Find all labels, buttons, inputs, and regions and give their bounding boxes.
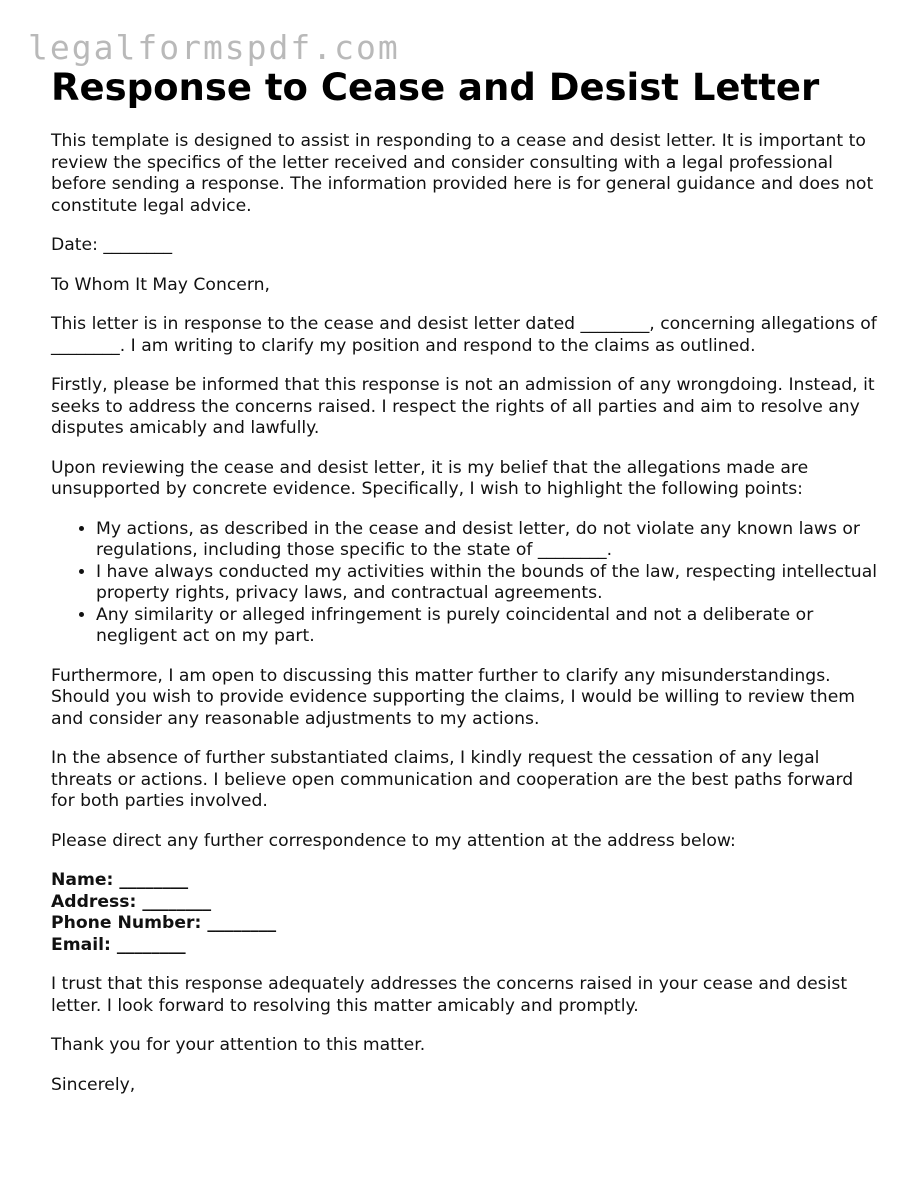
paragraph-trust: I trust that this response adequately addresses the concerns raised in your cease and desist letter. I look forward to resolving this matter amicably and promptly.: [51, 974, 848, 1016]
watermark-text: legalformspdf.com: [28, 28, 400, 67]
page-title: Response to Cease and Desist Letter: [51, 66, 820, 109]
document-page: [51, 65, 881, 1114]
list-item: • Any similarity or alleged infringement is purely coincidental and not a deliberate or negligent act on my part.: [96, 605, 881, 648]
paragraph-open-discussion: Furthermore, I am open to discussing this matter further to clarify any misunderstandings. Should you wish to provide evidence supporting the claims, I would be willing to review them and consider any reasonable adjustments to my actions.: [51, 665, 856, 729]
paragraph-request-cessation: In the absence of further substantiated claims, I kindly request the cessation of any legal threats or actions. I believe open communication and cooperation are the best paths forward for both parties involved.: [51, 748, 854, 811]
intro-paragraph: This template is designed to assist in responding to a cease and desist letter. It is important to review the specifics of the letter received and consider consulting with a legal professional before sending a response. The information provided here is for general guidance and does not constitute legal advice.: [51, 131, 874, 216]
salutation: To Whom It May Concern,: [51, 274, 270, 295]
points-list: [51, 519, 881, 648]
paragraph-direct-correspondence: Please direct any further correspondence to my attention at the address below:: [51, 830, 736, 851]
paragraph-thanks: Thank you for your attention to this matter.: [51, 1035, 426, 1055]
list-item: • My actions, as described in the cease and desist letter, do not violate any known laws or regulations, including those specific to the state of ________.: [96, 519, 881, 562]
contact-address: Address: ________: [51, 891, 212, 912]
contact-name: Name: ________: [51, 870, 189, 890]
list-item: • I have always conducted my activities within the bounds of the law, respecting intellectual property rights, privacy laws, and contractual agreements.: [96, 562, 881, 605]
paragraph-response: This letter is in response to the cease and desist letter dated ________, concerning allegations of ________. I am writing to clarify my position and respond to the claims as outlined.: [51, 314, 877, 356]
paragraph-review: Upon reviewing the cease and desist letter, it is my belief that the allegations made are unsupported by concrete evidence. Specifically, I wish to highlight the following points:: [51, 457, 809, 499]
paragraph-no-admission: Firstly, please be informed that this response is not an admission of any wrongdoing. Instead, it seeks to address the concerns raised. I respect the rights of all parties and aim to resolve any disputes amicably and lawfully.: [51, 375, 875, 438]
contact-block: [51, 870, 881, 956]
contact-phone: Phone Number: ________: [51, 913, 277, 933]
contact-email: Email: ________: [51, 934, 186, 955]
date-line: Date: ________: [51, 235, 173, 255]
closing: Sincerely,: [51, 1074, 136, 1095]
